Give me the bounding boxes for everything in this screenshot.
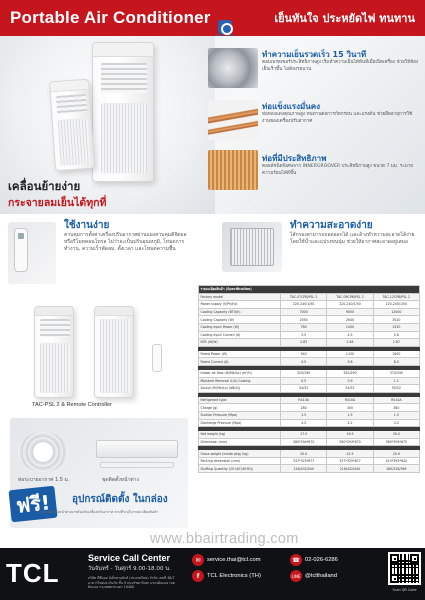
phone-text[interactable]: 02-026-6286 xyxy=(305,557,338,563)
facebook-icon: f xyxy=(192,570,204,582)
feature-1-desc: คอมเพรสเซอร์ประสิทธิภาพสูง เริ่มทำความเย็นได้ทันทีเมื่อเปิดเครื่อง ช่วยให้ห้องเย็นเร็วขึ้น ไม่ต้องรอนาน xyxy=(262,60,419,72)
line-icon: LINE xyxy=(290,570,302,582)
easy-clean-desc: ไส้กรองสามารถถอดออกได้ และล้างทำความสะอาดได้ง่าย โดยใช้น้ำและแปรงขนนุ่ม ช่วยให้อากาศสะอาดอยู่เสมอ xyxy=(290,232,415,245)
spec-value: 337*325*877 xyxy=(327,457,373,465)
easy-clean-title: ทำความสะอาดง่าย xyxy=(290,220,373,231)
ac-unit-small xyxy=(49,79,95,172)
spec-value: TAC-09CPB/PSL 2 xyxy=(327,293,373,301)
spec-label: Dimension (mm) xyxy=(199,438,281,446)
spec-label: Net weight (kg) xyxy=(199,431,281,439)
spec-row xyxy=(199,411,420,419)
spec-label: Cooling Capacity (BTU/h) xyxy=(199,308,281,316)
spec-value: 9000 xyxy=(327,308,373,316)
exhaust-hose-icon xyxy=(18,432,68,472)
spec-value: 1.5 xyxy=(373,411,419,419)
spec-row xyxy=(199,450,420,458)
spec-row xyxy=(199,323,420,331)
spec-row xyxy=(199,350,420,358)
header-slogan: เย็นทันใจ ประหยัดไฟ ทนทาน xyxy=(274,12,415,25)
spec-label: Indoor air flow (Hi/Me/Lo) (m³/h) xyxy=(199,369,281,377)
spec-row xyxy=(199,308,420,316)
spec-row xyxy=(199,438,420,446)
air-vent xyxy=(101,63,147,93)
spec-value: 216/432/540 xyxy=(327,465,373,473)
spec-value: 415*395*842 xyxy=(373,457,419,465)
logo-icon xyxy=(218,20,232,34)
website-watermark: www.bbairtrading.com xyxy=(150,531,299,547)
spec-label: Moisture Removal (L/h) Cooling xyxy=(199,377,281,385)
spec-header: รายละเอียดสินค้า (Specification) xyxy=(199,286,420,294)
free-accessories-text: อุปกรณ์ติดตั้ง ในกล่อง xyxy=(72,494,168,505)
spec-value: 216/432/540 xyxy=(281,465,327,473)
spec-label: Gross weight (inside pkg) (kg) xyxy=(199,450,281,458)
feature-copper-pipe-image xyxy=(208,100,258,140)
contact-line[interactable] xyxy=(290,570,337,582)
product-unit-1 xyxy=(34,306,74,398)
spec-value: 12000 xyxy=(373,308,419,316)
spec-value: 4.2 xyxy=(327,419,373,427)
spec-value: 1.5 xyxy=(281,411,327,419)
service-hours: วันจันทร์ - วันศุกร์ 9.00-18.00 น. xyxy=(88,566,171,572)
spec-row xyxy=(199,293,420,301)
spec-value: 1150 xyxy=(327,350,373,358)
spec-table xyxy=(198,285,420,473)
spec-value: 940 xyxy=(281,350,327,358)
contact-phone[interactable] xyxy=(290,554,338,566)
spec-value: R410A xyxy=(373,396,419,404)
spec-value: 7000 xyxy=(281,308,327,316)
spec-value: 370/340 xyxy=(373,369,419,377)
feature-2-desc: ท่อทองแดงคุณภาพสูง ทนทานต่อการกัดกร่อน และแรงดัน ช่วยยืดอายุการใช้งานของเครื่องปรับอากาศ xyxy=(262,112,413,124)
spec-row xyxy=(199,419,420,427)
spec-value: 1.5 xyxy=(327,411,373,419)
spec-value: 280 xyxy=(281,404,327,412)
feature-1-title: ทำความเย็นรวดเร็ว 15 วินาที xyxy=(262,50,367,59)
feature-2-title: ท่อแข็งแรงมั่นคง xyxy=(262,102,320,111)
spec-value: 160/328/369 xyxy=(373,465,419,473)
spec-row xyxy=(199,465,420,473)
spec-value: 300 xyxy=(327,404,373,412)
spec-label: Cooling Input Current (A) xyxy=(199,331,281,339)
spec-value: 3.5 xyxy=(281,331,327,339)
spec-value: 29.9 xyxy=(373,450,419,458)
spec-value: 26.0 xyxy=(373,431,419,439)
spec-label: Rated Current (A) xyxy=(199,358,281,366)
spec-value: 4.5 xyxy=(281,358,327,366)
spec-value: 3520 xyxy=(373,316,419,324)
spec-value: 280*294*670 xyxy=(327,438,373,446)
feature-3-title: ท่อที่มีประสิทธิภาพ xyxy=(262,154,327,163)
spec-value: R410A xyxy=(281,396,327,404)
hose-label: ท่อระบายอากาศ 1.5 ม. xyxy=(18,477,70,483)
spec-value: 5.8 xyxy=(373,331,419,339)
spec-value: 8.0 xyxy=(373,358,419,366)
spec-label: Sound (Hi/Me/Lo) (dB(A)) xyxy=(199,385,281,393)
spec-value: 380 xyxy=(373,404,419,412)
spec-value: 4.2 xyxy=(373,419,419,427)
spec-value: 220-240/1/50 xyxy=(327,301,373,309)
free-badge: ฟรี! xyxy=(8,486,57,523)
spec-row xyxy=(199,358,420,366)
spec-value: 220-240/1/50 xyxy=(373,301,419,309)
spec-label: Cooling Input Power (W) xyxy=(199,323,281,331)
qr-label: Scan QR Code xyxy=(392,588,417,592)
spec-header-row xyxy=(199,286,420,294)
spec-value: 360*356*675 xyxy=(373,438,419,446)
qr-code-icon xyxy=(390,554,419,583)
spec-value: 2.67 xyxy=(373,339,419,347)
spec-value: 22.5 xyxy=(327,450,373,458)
spec-value: TAC-07CPB/PSL 2 xyxy=(281,293,327,301)
spec-value: 2050 xyxy=(281,316,327,324)
spec-label: Packing dimension (mm) xyxy=(199,457,281,465)
spec-value: R410A xyxy=(327,396,373,404)
spec-label: Charge (g) xyxy=(199,404,281,412)
spec-label: Factory model xyxy=(199,293,281,301)
feature-coil-image xyxy=(208,150,258,190)
spec-value: 1600 xyxy=(373,350,419,358)
facebook-text[interactable]: TCL Electronics (TH) xyxy=(207,573,261,579)
window-kit-label: ชุดติดตั้งหน้าต่าง xyxy=(102,477,139,483)
free-accessories-note: *อุปกรณ์ติดตั้งหน้าต่างมาพร้อมกับเครื่องปรับอากาศ ตามที่ระบุในรายละเอียดสินค้า xyxy=(38,510,159,514)
spec-value: 320/290 xyxy=(281,369,327,377)
spec-row xyxy=(199,331,420,339)
ac-unit-large xyxy=(92,42,154,182)
spec-label: Stuffing Quantity (20'/40'/40'HQ) xyxy=(199,465,281,473)
spec-label: Power supply (V/Ph/Hz) xyxy=(199,301,281,309)
spec-row xyxy=(199,396,420,404)
window-kit-slider-icon xyxy=(100,462,174,468)
qr-code[interactable] xyxy=(388,552,421,585)
spec-value: 280*294*670 xyxy=(281,438,327,446)
spec-label: Cooling Capacity (W) xyxy=(199,316,281,324)
spec-label: EER (W/W) xyxy=(199,339,281,347)
company-address: บริษัท ทีซีแอล อิเล็กทรอนิกส์ (ประเทศไทย) จำกัด เลขที่ 48/7 อาคารไทยประกันภัย ชั้น 9 ถนนรัชดาภิเษก แขวงดินแดง เขตดินแดง กรุงเทพมหานคร 10400 xyxy=(88,576,175,590)
window-kit-icon xyxy=(96,440,178,458)
email-text[interactable]: service.thai@tcl.com xyxy=(207,557,261,563)
spec-label: Refrigerant type xyxy=(199,396,281,404)
spec-value: 1000 xyxy=(327,323,373,331)
line-text[interactable]: @tclthailand xyxy=(305,573,337,579)
spec-row xyxy=(199,431,420,439)
spec-value: 2640 xyxy=(327,316,373,324)
spec-row xyxy=(199,377,420,385)
product-unit-2 xyxy=(94,306,134,398)
email-icon: ✉ xyxy=(192,554,204,566)
spec-value: 19.5 xyxy=(327,431,373,439)
spec-row xyxy=(199,385,420,393)
spec-value: TAC-12CPB/PSL 2 xyxy=(373,293,419,301)
spec-value: 54/52 xyxy=(327,385,373,393)
spec-row xyxy=(199,369,420,377)
filter-image xyxy=(222,222,282,272)
contact-email[interactable] xyxy=(192,554,261,566)
spec-value: 54/52 xyxy=(281,385,327,393)
hero-caption-title: เคลื่อนย้ายง่าย xyxy=(8,179,81,193)
feature-3-desc: คอยล์ชนิดพิเศษจาก INNERGROOVER ประสิทธิภาพสูง ขนาด 7 มม. ระบายความร้อนได้ดีขึ้น xyxy=(262,164,413,176)
easy-use-title: ใช้งานง่าย xyxy=(64,220,110,231)
spec-value: 17.5 xyxy=(281,431,327,439)
spec-row xyxy=(199,404,420,412)
spec-value: 20.0 xyxy=(281,450,327,458)
product-remote-icon xyxy=(152,344,162,372)
spec-value: 0.9 xyxy=(327,377,373,385)
spec-value: 4.2 xyxy=(281,419,327,427)
tcl-logo: TCL xyxy=(6,558,60,588)
spec-row xyxy=(199,339,420,347)
spec-row xyxy=(199,301,420,309)
contact-facebook[interactable] xyxy=(192,570,261,582)
spec-value: 4.5 xyxy=(327,331,373,339)
spec-value: 780 xyxy=(281,323,327,331)
page-title: Portable Air Conditioner xyxy=(10,8,211,27)
spec-row xyxy=(199,316,420,324)
spec-value: 337*325*877 xyxy=(281,457,327,465)
spec-value: 55/52 xyxy=(373,385,419,393)
service-title: Service Call Center xyxy=(88,553,171,563)
feature-compressor-image xyxy=(208,48,258,88)
spec-value: 220-240/1/50 xyxy=(281,301,327,309)
remote-icon xyxy=(14,228,28,272)
product-caption: TAC-PSL 2 & Remote Controller xyxy=(32,402,112,408)
front-grill xyxy=(101,103,147,173)
spec-value: 2.64 xyxy=(327,339,373,347)
phone-icon: ☎ xyxy=(290,554,302,566)
spec-value: 1320 xyxy=(373,323,419,331)
spec-label: Suction Pressure (Mpa) xyxy=(199,411,281,419)
spec-label: Rated Power (W) xyxy=(199,350,281,358)
spec-row xyxy=(199,457,420,465)
hero-caption-subtitle: กระจายลมเย็นได้ทุกที่ xyxy=(8,197,107,209)
spec-value: 2.63 xyxy=(281,339,327,347)
spec-value: 0.5 xyxy=(281,377,327,385)
easy-use-desc: ควบคุมการตั้งค่าเครื่องปรับอากาศผ่านแผงควบคุมดิจิตอล หรือรีโมทคอนโทรล ไม่ว่าจะเป็นปรับอุณหภูมิ, โหมดการทำงาน, ความเร็วพัดลม, ตั้งเวลา และโหมดความชื้น xyxy=(64,232,187,252)
spec-value: 5.8 xyxy=(327,358,373,366)
spec-value: 320/290 xyxy=(327,369,373,377)
filter-icon xyxy=(230,228,274,266)
spec-value: 1.1 xyxy=(373,377,419,385)
spec-label: Discharge Pressure (Mpa) xyxy=(199,419,281,427)
